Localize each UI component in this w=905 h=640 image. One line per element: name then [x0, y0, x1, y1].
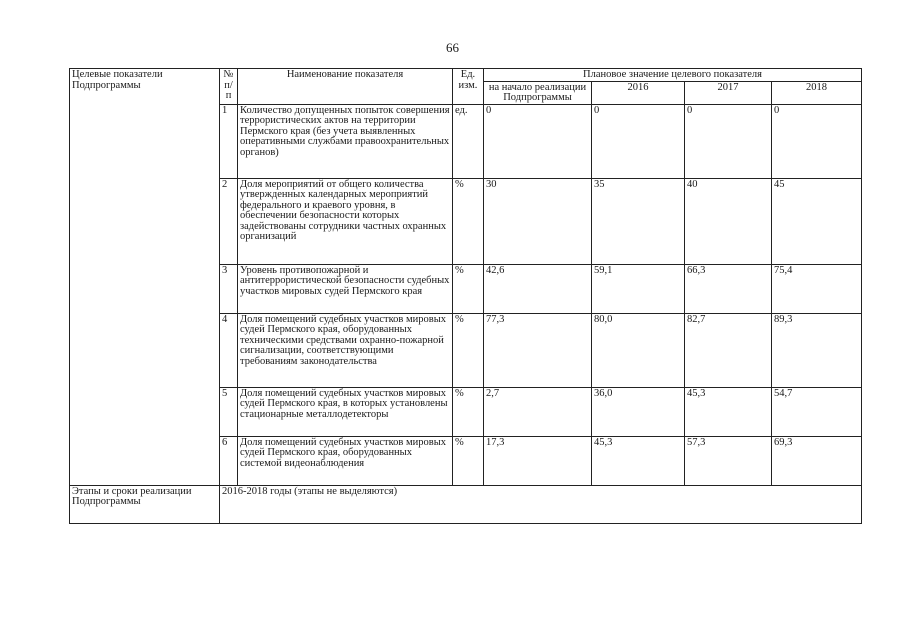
row-2017: 57,3	[685, 436, 772, 485]
section-label: Целевые показатели Подпрограммы	[70, 69, 220, 486]
row-start: 17,3	[484, 436, 592, 485]
row-start: 77,3	[484, 313, 592, 387]
row-unit: %	[453, 313, 484, 387]
indicators-table	[69, 68, 862, 524]
row-number: 4	[220, 313, 238, 387]
header-planned: Плановое значение целевого показателя	[484, 69, 862, 82]
header-name: Наименование показателя	[238, 69, 453, 105]
row-number: 2	[220, 178, 238, 264]
stages-row	[70, 485, 862, 523]
row-2018: 75,4	[772, 264, 862, 313]
row-2017: 45,3	[685, 387, 772, 436]
row-2017: 66,3	[685, 264, 772, 313]
row-name: Уровень противопожарной и антитеррористической безопасности судебных участков мировых судей Пермского края	[238, 264, 453, 313]
row-name: Доля помещений судебных участков мировых судей Пермского края, оборудованных системой видеонаблюдения	[238, 436, 453, 485]
row-name: Доля помещений судебных участков мировых судей Пермского края, в которых установлены стационарные металлодетекторы	[238, 387, 453, 436]
row-number: 3	[220, 264, 238, 313]
header-row	[70, 69, 862, 82]
row-2016: 35	[592, 178, 685, 264]
header-2018: 2018	[772, 81, 862, 104]
row-unit: %	[453, 436, 484, 485]
row-2016: 36,0	[592, 387, 685, 436]
row-2018: 54,7	[772, 387, 862, 436]
row-start: 2,7	[484, 387, 592, 436]
row-2018: 45	[772, 178, 862, 264]
row-2017: 82,7	[685, 313, 772, 387]
page-number: 66	[446, 40, 459, 55]
row-2018: 69,3	[772, 436, 862, 485]
header-start: на начало реализации Подпрограммы	[484, 81, 592, 104]
row-unit: %	[453, 178, 484, 264]
header-unit: Ед. изм.	[453, 69, 484, 105]
row-2016: 80,0	[592, 313, 685, 387]
row-2016: 45,3	[592, 436, 685, 485]
row-number: 1	[220, 104, 238, 178]
header-number: № п/п	[220, 69, 238, 105]
row-unit: %	[453, 264, 484, 313]
row-2017: 40	[685, 178, 772, 264]
row-number: 5	[220, 387, 238, 436]
row-2018: 89,3	[772, 313, 862, 387]
row-unit: ед.	[453, 104, 484, 178]
row-2016: 59,1	[592, 264, 685, 313]
stages-label: Этапы и сроки реализации Подпрограммы	[70, 485, 220, 523]
row-number: 6	[220, 436, 238, 485]
stages-value: 2016-2018 годы (этапы не выделяются)	[220, 485, 862, 523]
row-name: Количество допущенных попыток совершения террористических актов на территории Пермского края (без учета выявленных оперативными службами правоохранительных органов)	[238, 104, 453, 178]
row-2017: 0	[685, 104, 772, 178]
row-name: Доля мероприятий от общего количества утвержденных календарных мероприятий федерального и краевого уровня, в обеспечении безопасности которых задействованы сотрудники частных охранных организаций	[238, 178, 453, 264]
row-start: 0	[484, 104, 592, 178]
row-start: 42,6	[484, 264, 592, 313]
row-name: Доля помещений судебных участков мировых судей Пермского края, оборудованных техническими средствами охранно-пожарной сигнализации, соответствующими требованиям законодательства	[238, 313, 453, 387]
row-2016: 0	[592, 104, 685, 178]
header-2017: 2017	[685, 81, 772, 104]
header-2016: 2016	[592, 81, 685, 104]
row-start: 30	[484, 178, 592, 264]
row-2018: 0	[772, 104, 862, 178]
row-unit: %	[453, 387, 484, 436]
